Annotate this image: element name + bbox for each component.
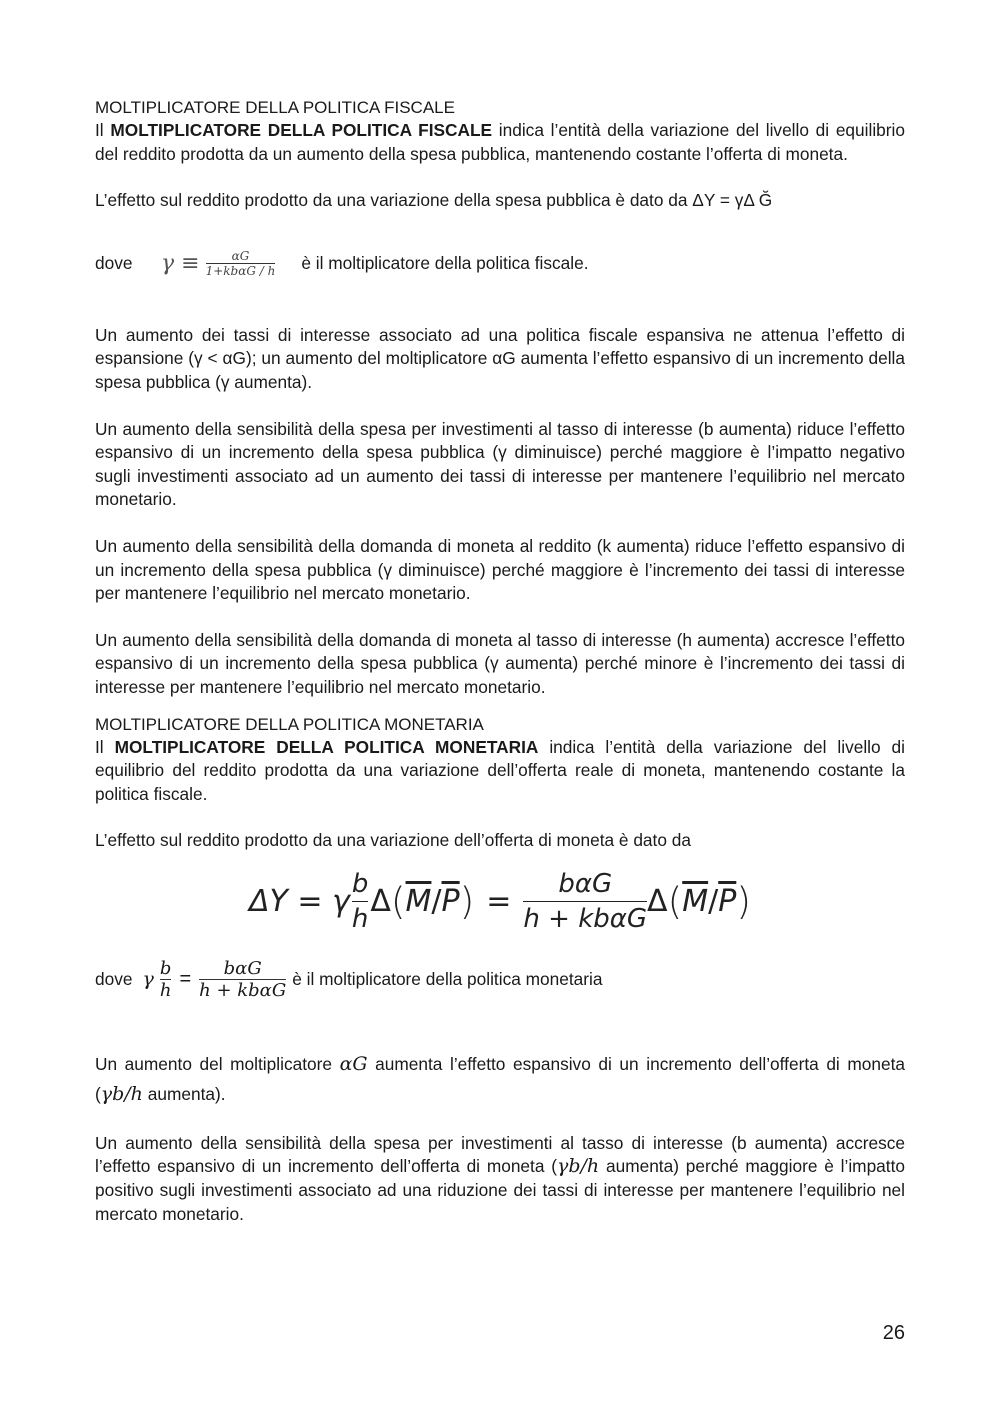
text: Un aumento della sensibilità della spesa per investimenti al tasso di interesse (b aumenta) accresce l’effetto espansivo di un incremento dell’offerta di moneta ( <box>95 1132 905 1177</box>
dove-description: è il moltiplicatore della politica monetaria <box>292 968 603 989</box>
formula-slash: / <box>431 883 442 919</box>
fraction-num: b <box>159 957 172 979</box>
monetary-definition <box>95 736 905 807</box>
fiscal-paragraph-2: Un aumento della sensibilità della spesa per investimenti al tasso di interesse (b aumenta) riduce l’effetto espansivo di un incremento della spesa pubblica (γ diminuisce) perché maggiore è l’impatto negativo sugli investimenti associato ad un aumento dei tassi di interesse per mantenere l’equilibrio nel mercato monetario. <box>95 418 905 510</box>
formula-lhs: ΔY = γ <box>249 883 350 919</box>
paren-close: ) <box>736 879 751 924</box>
monetary-formula <box>95 867 905 936</box>
page-number: 26 <box>882 1322 905 1344</box>
alpha-symbol: αG <box>339 1052 368 1075</box>
text: aumenta) perché maggiore è l’impatto positivo sugli investimenti associato ad una riduzione dei tassi di interesse per mantenere l’equilibrio nel mercato monetario. <box>95 1156 905 1224</box>
gamma-fraction <box>206 249 276 278</box>
fiscal-definition <box>95 119 905 166</box>
formula-b-over-h <box>352 867 369 936</box>
section-title-fiscal: MOLTIPLICATORE DELLA POLITICA FISCALE <box>95 98 455 117</box>
paren-open: ( <box>390 879 406 924</box>
gamma-fraction-den: 1+kbαG / h <box>205 263 276 278</box>
text: aumenta). <box>142 1083 226 1104</box>
page-content <box>95 96 905 1226</box>
formula-m: $\overline{M}$ <box>405 883 432 919</box>
formula-m: $\overline{M}$ <box>682 883 709 919</box>
gamma-b-h-expr: γb/h <box>557 1155 600 1178</box>
paren-open: ( <box>667 879 683 924</box>
intro-bold-term: MOLTIPLICATORE DELLA POLITICA MONETARIA <box>114 736 539 757</box>
fraction-num: b <box>351 868 369 899</box>
fraction-den: h + kbαG <box>523 903 648 934</box>
text: aumenta l’effetto espansivo di un incremento dell’offerta di moneta ( <box>95 1053 905 1104</box>
fraction-den: h + kbαG <box>199 979 287 1001</box>
fiscal-multiplier-definition <box>95 249 905 278</box>
gamma-description: è il moltiplicatore della politica fiscale. <box>301 252 589 273</box>
dove-b-over-h <box>160 958 172 1001</box>
fiscal-paragraph-1: Un aumento dei tassi di interesse associato ad una politica fiscale espansiva ne attenua l’effetto di espansione (γ < αG); un aumento del moltiplicatore αG aumenta l’effetto espansivo di un incremento della spesa pubblica (γ aumenta). <box>95 324 905 392</box>
gamma-fraction-num: αG <box>231 248 250 263</box>
formula-equals: = <box>486 883 512 919</box>
intro-prefix: Il <box>95 736 115 757</box>
formula-main-fraction <box>523 867 647 936</box>
formula-p: $\overline{P}$ <box>718 883 737 919</box>
formula-delta: Δ <box>370 883 391 919</box>
dove-label: dove <box>95 968 133 989</box>
fraction-num: bαG <box>558 868 613 899</box>
formula-p: $\overline{P}$ <box>441 883 460 919</box>
intro-bold-term: MOLTIPLICATORE DELLA POLITICA FISCALE <box>110 120 493 140</box>
fiscal-effect-line: L’effetto sul reddito prodotto da una variazione della spesa pubblica è dato da ΔY = γΔ Ğ <box>95 190 773 211</box>
intro-rest: indica l’entità della variazione del livello di equilibrio del reddito prodotta da un aumento della spesa pubblica, mantenendo costante l’offerta di moneta. <box>95 120 905 164</box>
monetary-paragraph-1 <box>95 1049 905 1109</box>
dove-equals: = <box>179 967 192 990</box>
monetary-paragraph-2 <box>95 1132 905 1226</box>
monetary-effect-line: L’effetto sul reddito prodotto da una variazione dell’offerta di moneta è dato da <box>95 830 691 851</box>
formula-delta: Δ <box>647 883 668 919</box>
paren-close: ) <box>459 879 475 924</box>
intro-prefix: Il <box>95 120 111 140</box>
gamma-equiv: γ ≡ <box>161 250 200 276</box>
section-title-monetary: MOLTIPLICATORE DELLA POLITICA MONETARIA <box>95 714 484 734</box>
dove-label: dove <box>95 252 133 273</box>
monetary-multiplier-definition <box>95 958 905 1001</box>
fraction-num: bαG <box>223 957 262 979</box>
dove-gamma: γ <box>142 968 154 991</box>
formula-slash: / <box>708 883 719 919</box>
fiscal-paragraph-4: Un aumento della sensibilità della domanda di moneta al tasso di interesse (h aumenta) accresce l’effetto espansivo di un incremento della spesa pubblica (γ aumenta) perché minore è l’incremento dei tassi di interesse per mantenere l’equilibrio nel mercato monetario. <box>95 629 905 697</box>
intro-rest: indica l’entità della variazione del livello di equilibrio del reddito prodotta da una variazione dell’offerta reale di moneta, mantenendo costante la politica fiscale. <box>95 736 905 804</box>
dove-main-fraction <box>199 958 286 1001</box>
fraction-den: h <box>159 979 172 1001</box>
gamma-b-h-expr: γb/h <box>100 1082 143 1105</box>
text: Un aumento del moltiplicatore <box>95 1053 340 1074</box>
fiscal-paragraph-3: Un aumento della sensibilità della domanda di moneta al reddito (k aumenta) riduce l’effetto espansivo di un incremento della spesa pubblica (γ diminuisce) perché maggiore è l’incremento dei tassi di interesse per mantenere l’equilibrio nel mercato monetario. <box>95 535 905 604</box>
fraction-den: h <box>351 903 369 934</box>
